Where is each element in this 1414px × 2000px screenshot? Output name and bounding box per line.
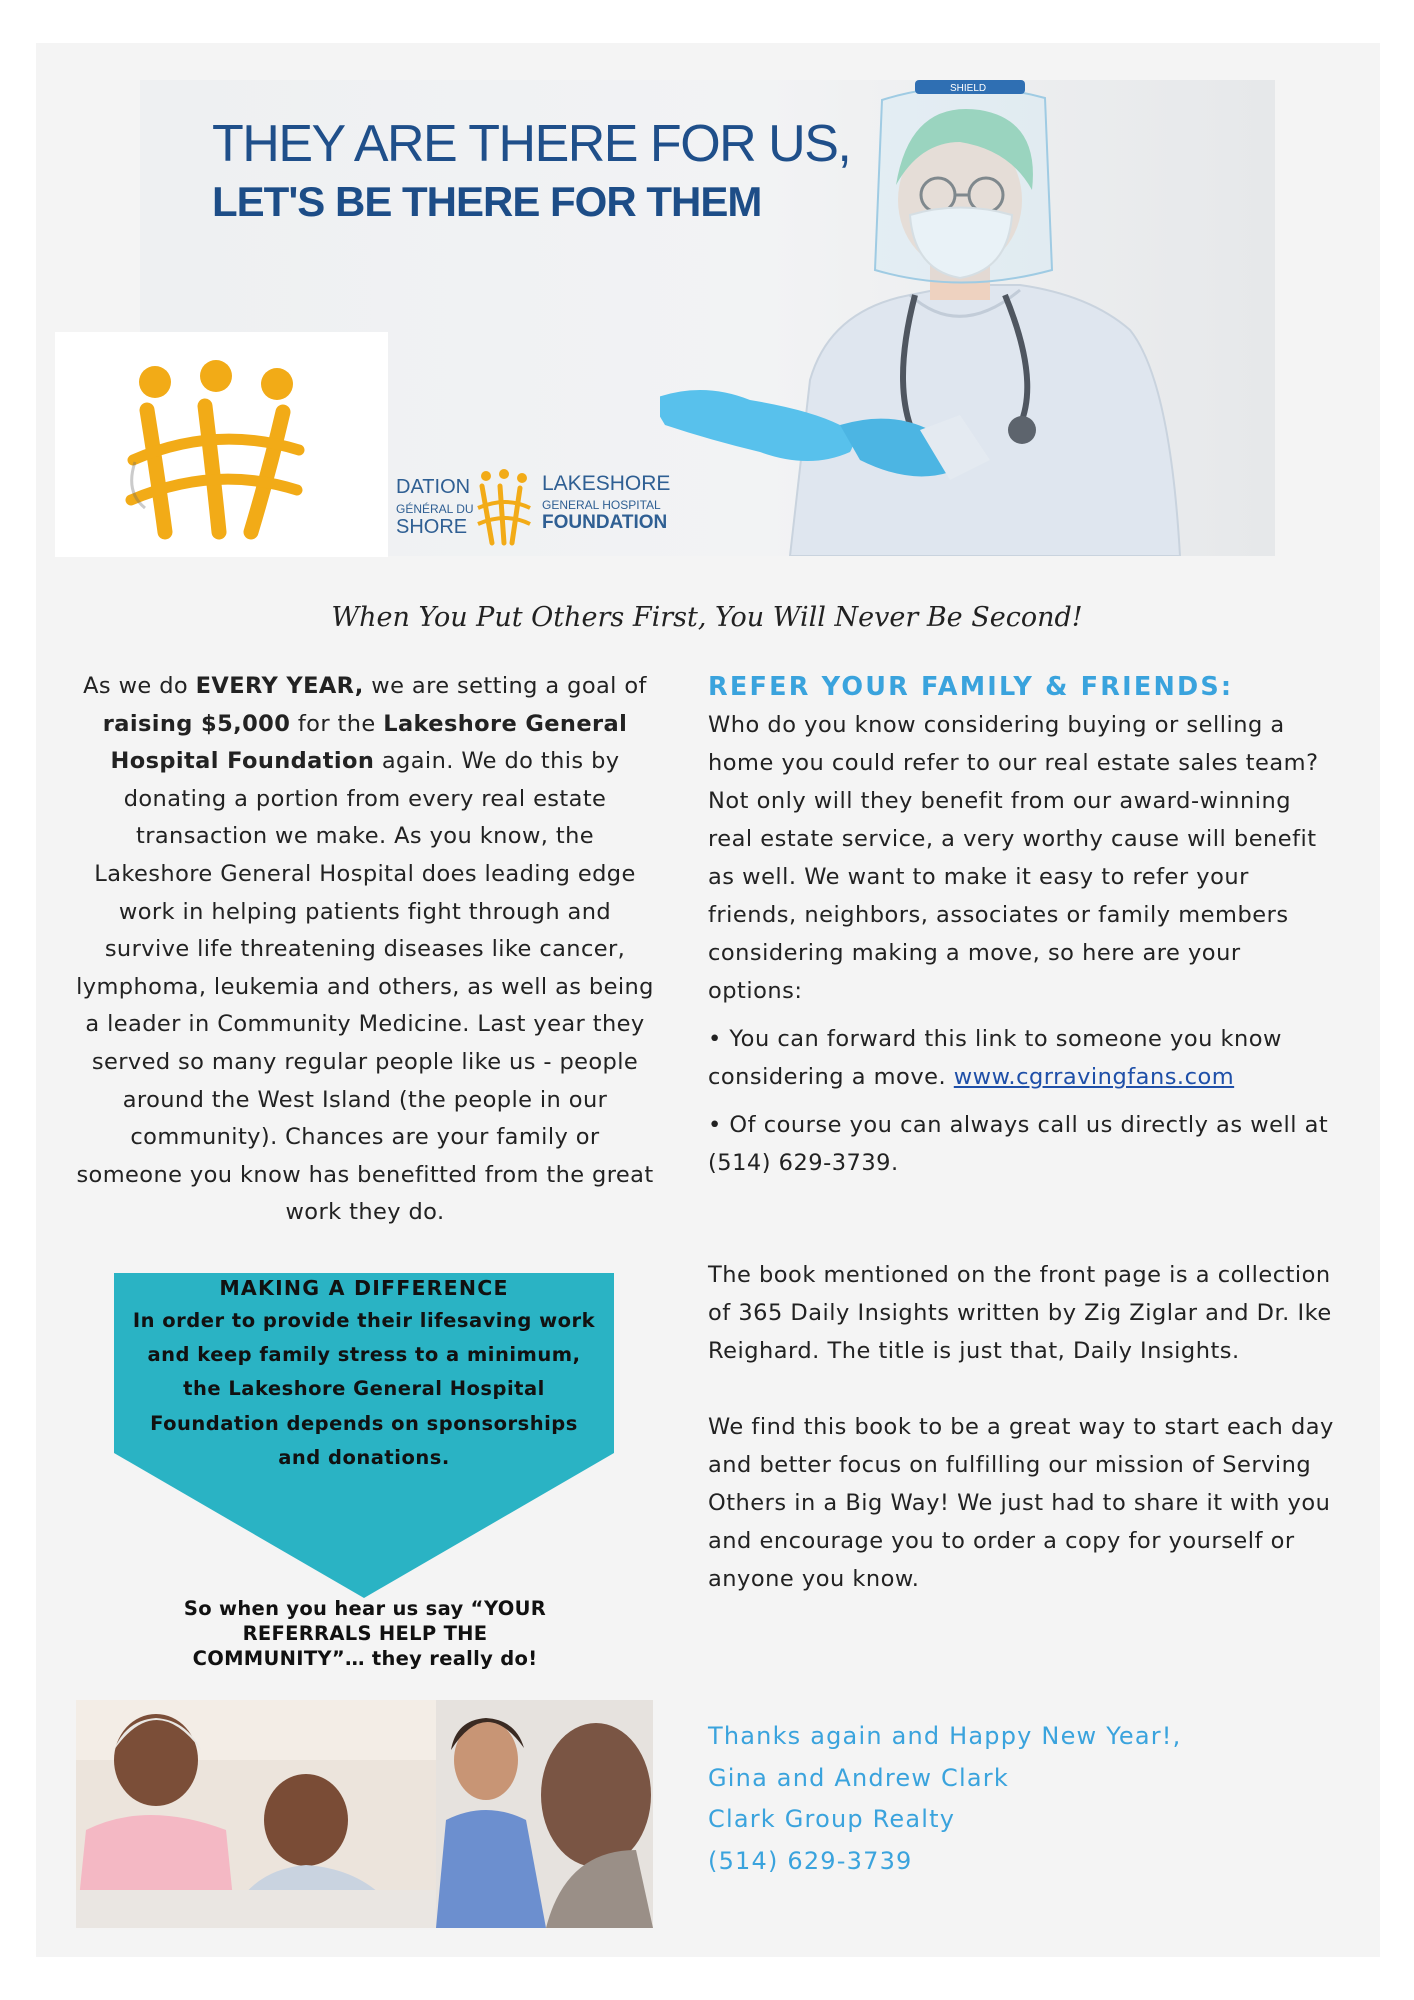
- option-forward-text: • You can forward this link to someone you know considering a move.: [708, 1026, 1282, 1090]
- referrals-quote: [140, 1596, 590, 1671]
- tagline: When You Put Others First, You Will Never Be Second!: [331, 602, 1083, 633]
- foundation-logo-banner: [396, 468, 726, 552]
- foundation-logo-mark-small: [476, 468, 532, 548]
- logo-right-line2: GENERAL HOSPITAL: [542, 498, 661, 512]
- refer-heading: REFER YOUR FAMILY & FRIENDS:: [708, 672, 1234, 702]
- logo-left-line2: GÉNÉRAL DU: [396, 502, 474, 516]
- book-paragraph-2: We find this book to be a great way to start each day and better focus on fulfilling our mission of Serving Others in a Big Way! We just had to share it with you and encourage you to order a copy for yourself or anyone you know.: [708, 1414, 1334, 1592]
- hero-headline-line1: THEY ARE THERE FOR US,: [212, 115, 851, 173]
- intro-text-3: for the: [290, 710, 384, 737]
- logo-left-line3: SHORE: [396, 516, 468, 538]
- referrals-line2: REFERRALS HELP THE: [242, 1622, 488, 1645]
- signoff-phone: (514) 629-3739: [708, 1846, 913, 1875]
- intro-text-2: we are setting a goal of: [363, 673, 647, 699]
- patients-with-nurse-photo: [76, 1700, 653, 1928]
- logo-right-line3: FOUNDATION: [542, 512, 668, 533]
- intro-bold-every-year: EVERY YEAR,: [195, 673, 364, 699]
- callout-title: MAKING A DIFFERENCE: [219, 1276, 509, 1300]
- referrals-line3: COMMUNITY”… they really do!: [192, 1647, 538, 1670]
- referrals-line1: So when you hear us say “YOUR: [183, 1597, 547, 1620]
- shield-band-text: SHIELD: [950, 83, 987, 94]
- foundation-logo-large: [55, 332, 388, 557]
- intro-text-1: As we do: [83, 673, 196, 699]
- logo-right-line1: LAKESHORE: [542, 472, 671, 495]
- signoff-block: [708, 1716, 1181, 1882]
- intro-text-4: again. We do this by donating a portion from every real estate transaction we make. As you know, the Lakeshore General Hospital does leading edge work in helping patients fight through and survive life threatening diseases like cancer, lymphoma, leukemia and others, as well as being a leader in Community Medicine. Last year they served so many regular people like us - people around the West Island (the people in our community). Chances are your family or someone you know has benefitted from the great work they do.: [76, 748, 654, 1226]
- signoff-thanks: Thanks again and Happy New Year!,: [708, 1722, 1182, 1750]
- book-paragraph: The book mentioned on the front page is a collection of 365 Daily Insights written by Zig Ziglar and Dr. Ike Reighard. The title is just that, Daily Insights.: [708, 1262, 1332, 1364]
- photo-illustration: [76, 1700, 653, 1928]
- hero-headline-line2: LET'S BE THERE FOR THEM: [212, 178, 762, 225]
- healthcare-worker-illustration: [660, 80, 1275, 556]
- website-link[interactable]: www.cgrravingfans.com: [953, 1064, 1235, 1090]
- refer-paragraph: Who do you know considering buying or selling a home you could refer to our real estate sales team? Not only will they benefit from our award-winning real estate service, a very worthy cause will benefit as well. We want to make it easy to refer your friends, neighbors, associates or family members considering making a move, so here are your options:: [708, 712, 1319, 1004]
- fundraising-paragraph: [75, 668, 655, 1232]
- signoff-company: Clark Group Realty: [708, 1805, 956, 1833]
- signoff-names: Gina and Andrew Clark: [708, 1763, 1009, 1792]
- option-forward-link: [708, 1020, 1338, 1096]
- right-column: [708, 668, 1338, 1598]
- logo-left-line1: DATION: [396, 476, 471, 498]
- callout-body: In order to provide their lifesaving work and keep family stress to a minimum, the Lakeshore General Hospital Foundation depends on sponsorships and donations.: [132, 1309, 596, 1469]
- intro-bold-goal: raising $5,000: [102, 710, 291, 737]
- foundation-logo-mark: [55, 332, 388, 557]
- intro-bold-foundation: Lakeshore General Hospital Foundation: [110, 710, 628, 775]
- option-call-us: • Of course you can always call us directly as well at (514) 629-3739.: [708, 1112, 1329, 1176]
